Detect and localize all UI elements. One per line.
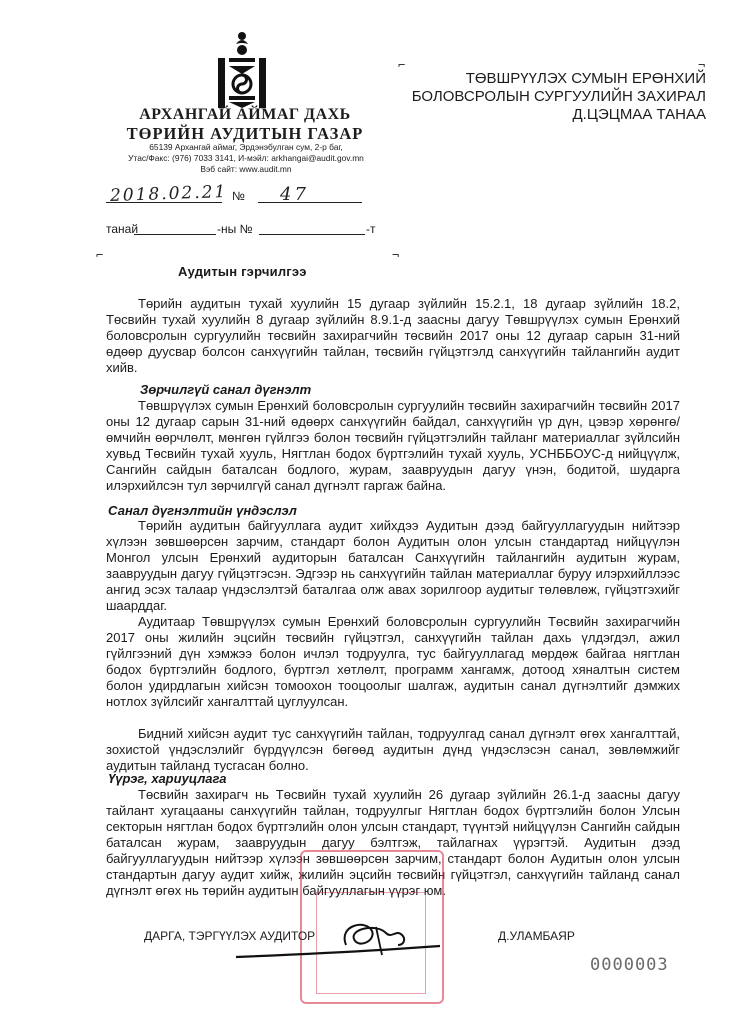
addressee-line2: БОЛОВСРОЛЫН СУРГУУЛИЙН ЗАХИРАЛ xyxy=(411,88,706,105)
t-suffix-label: -т xyxy=(366,222,376,236)
responsibility-paragraph: Төсвийн захирагч нь Төсвийн тухай хуулийн 26 дугаар зүйлийн 26.1-д заасны дагуу тайлант хугацааны санхүүгийн тайлан, тодруулгыг Нягтлан бодох бүртгэлийн болон Улсын секторын нягтлан бодох бүртгэлийн олон улсын стандарт, түүнтэй нийцүүлэн Сангийн сайдын баталсан журам, заавруудын дагуу бэлтгэж, тайлагнах үүрэгтэй. Аудитын дээд байгууллагуудын нийтээр хүлээн зөвшөөрсөн зарчим, стандарт болон Аудитын олон улсын стандартын дагуу аудит хийж, жилийн эцсийн төсвийн гүйцэтгэл, санхүүгийн тайланд санал дүгнэлт өгөх нь төрийн аудитын байгууллагын үүрэг юм. xyxy=(106,787,680,898)
number-underline xyxy=(258,202,362,203)
org-phone-email: Утас/Факс: (976) 7033 3141, И-мэйл: arkhangai@audit.gov.mn xyxy=(128,153,364,163)
intro-paragraph: Төрийн аудитын тухай хуулийн 15 дугаар зүйлийн 15.2.1, 18 дугаар зүйлийн 18.2, Төсвийн тухай хуулийн 8 дугаар зүйлийн 8.9.1-д заасны дагуу Төвшрүүлэх сумын Ерөнхий боловсролын сургуулийн төсвийн захирагчийн төсвийн 2017 оны 12 дугаар сарын 31-ний өдөөр дуусвар болсон санхүүгийн тайлан, төсвийн гүйцэтгэлд санхүүгийн тайлангийн аудит хийв. xyxy=(106,296,680,375)
handwritten-date: 2018.02.21 xyxy=(109,181,228,207)
signatory-position: ДАРГА, ТЭРГҮҮЛЭХ АУДИТОР xyxy=(144,929,316,943)
tanai-label: танай xyxy=(106,222,139,236)
ny-no-label: -ны № xyxy=(217,222,253,236)
handwritten-signature xyxy=(226,915,446,975)
basis-paragraph-1: Төрийн аудитын байгууллага аудит хийхдээ Аудитын дээд байгууллагуудын нийтээр хүлээн зөвшөөрсөн зарчим, стандарт болон Аудитын олон улсын стандартад нийцүүлэн Монгол улсын Ерөнхий аудиторын баталсан Санхүүгийн тайлангийн аудитын журам, заавруудын дагуу гүйцэтгэсэн. Эдгээр нь санхүүгийн тайлан материаллаг буруу илэрхийллээс ангид эсэх талаар үндэслэлтэй баталгаа олж авах зорилгоор аудитыг төлөвлөж, гүйцэтгэхийг шаарддаг. xyxy=(106,518,680,613)
corner-mark-top-right: ¬ xyxy=(698,58,706,72)
section-heading-basis: Санал дүгнэлтийн үндэслэл xyxy=(108,503,297,518)
section-heading-opinion: Зөрчилгүй санал дүгнэлт xyxy=(140,382,312,397)
ny-no-underline xyxy=(259,234,365,235)
org-name-line1: АРХАНГАЙ АЙМАГ ДАХЬ xyxy=(139,106,351,123)
corner-mark-bottom-left: ⌐ xyxy=(96,248,104,262)
basis-paragraph-3: Бидний хийсэн аудит тус санхүүгийн тайлан, тодруулгад санал дүгнэлт өгөх хангалттай, зохистой үндэслэлийг бүрдүүлсэн бөгөөд аудитын дүнд үндэслэсэн санал, зөвлөмжийг аудитын тайланд тусгасан болно. xyxy=(106,726,680,773)
number-label: № xyxy=(232,189,245,203)
org-address: 65139 Архангай аймаг, Эрдэнэбулган сум, 2-р баг, xyxy=(149,142,343,152)
addressee-line1: ТӨВШРҮҮЛЭХ СУМЫН ЕРӨНХИЙ xyxy=(465,70,706,87)
tanai-underline xyxy=(134,234,216,235)
org-website: Вэб сайт: www.audit.mn xyxy=(200,164,292,174)
date-underline xyxy=(106,202,222,203)
signatory-name: Д.УЛАМБАЯР xyxy=(498,929,575,943)
opinion-paragraph: Төвшрүүлэх сумын Ерөнхий боловсролын сургуулийн төсвийн захирагчийн төсвийн 2017 оны 12 дугаар сарын 31-ний өдөөрх санхүүгийн байдал, санхүүгийн үр дүн, цэвэр хөрөнгө/өмчийн өөрчлөлт, мөнгөн гүйлгээ болон төсвийн гүйцэтгэлийн тайланг материаллаг зүйлсийн хувьд Төсвийн тухай хууль, Нягтлан бодох бүртгэлийн тухай хууль, УСНББОУС-д нийцүүлж, Сангийн сайдын баталсан бодлого, журам, заавруудын дагуу үнэн, бодитой, шударга илэрхийлсэн тул зөрчилгүй санал дүгнэлт гаргаж байна. xyxy=(106,398,680,493)
section-heading-responsibility: Үүрэг, хариуцлага xyxy=(108,771,227,786)
document-title: Аудитын гэрчилгээ xyxy=(178,264,307,279)
basis-paragraph-2: Аудитаар Төвшрүүлэх сумын Ерөнхий боловсролын сургуулийн Төсвийн захирагчийн 2017 оны жилийн эцсийн төсвийн гүйцэтгэл, санхүүгийн тайлан дахь үлдэгдэл, ажил гүйлгээний дүн хэмжээ болон ичлэл тодруулга, тус байгууллагад мөрдөж байгаа нягтлан бодох бүртгэлийн бодлого, бүртгэл хөтлөлт, программ хангамж, дотоод хяналтын систем болон удирдлагын хийсэн томоохон тооцоолыг шалгаж, аудитын санал дүгнэлтийг дэмжих нотлох зүйлсийг хангалттай цуглуулсан. xyxy=(106,614,680,709)
soyombo-emblem-icon xyxy=(212,30,272,112)
document-serial-number: 0000003 xyxy=(590,955,669,975)
corner-mark-top-left: ⌐ xyxy=(398,58,406,72)
org-name-line2: ТӨРИЙН АУДИТЫН ГАЗАР xyxy=(126,124,364,143)
corner-mark-bottom-right: ¬ xyxy=(392,248,400,262)
handwritten-number: 47 xyxy=(280,184,309,205)
addressee-line3: Д.ЦЭЦМАА ТАНАА xyxy=(572,106,706,123)
